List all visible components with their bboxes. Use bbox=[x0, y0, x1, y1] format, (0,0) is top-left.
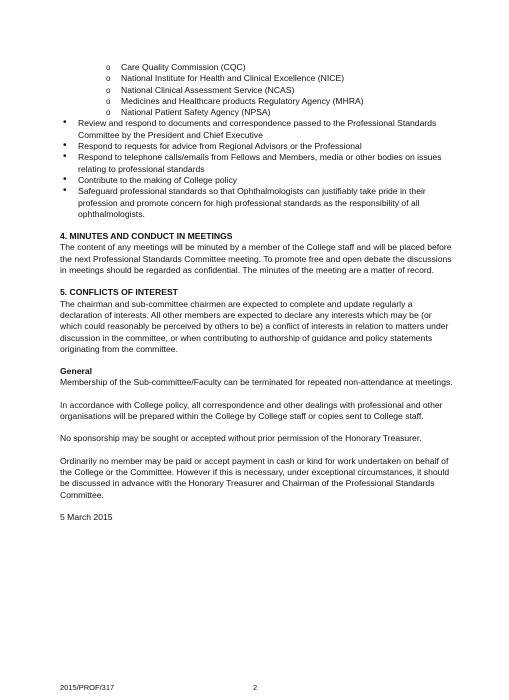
list-item: • Review and respond to documents and correspondence passed to the Professional Standards Committee by the President and Chief Executive bbox=[63, 117, 437, 140]
general-paragraph: In accordance with College policy, all correspondence and other dealings with professional and other organisations will be prepared within the College by College staff or copies sent to College staff. bbox=[60, 399, 443, 422]
general-paragraph: Ordinarily no member may be paid or accept payment in cash or kind for work undertaken on behalf of the College or the Committee. However if this is necessary, under exceptional circumstances, it should be discussed in advance with the Honorary Treasurer and Chairman of the Professional Standards Committee. bbox=[60, 455, 450, 500]
document-date: 5 March 2015 bbox=[60, 511, 113, 522]
list-item: • Safeguard professional standards so that Ophthalmologists can justifiably take pride in their profession and promote concern for high professional standards as the responsibility of all ophthalmologists. bbox=[63, 185, 426, 219]
organisation-sublist bbox=[60, 62, 455, 118]
duties-list bbox=[60, 118, 455, 220]
sublist-item: o Medicines and Healthcare products Regulatory Agency (MHRA) bbox=[106, 95, 364, 106]
list-item: • Respond to requests for advice from Regional Advisors or the Professional bbox=[63, 140, 362, 152]
section-4-text: The content of any meetings will be minuted by a member of the College staff and will be placed before the next Professional Standards Committee meeting. To promote free and open debate the discussions in meetings should be regarded as confidential. The minutes of the meeting are a matter of record. bbox=[60, 242, 452, 276]
bullet-icon: • bbox=[63, 185, 67, 197]
section-4-heading: 4. MINUTES AND CONDUCT IN MEETINGS bbox=[60, 231, 233, 242]
general-paragraph: Membership of the Sub-committee/Faculty can be terminated for repeated non-attendance at meetings. bbox=[60, 377, 453, 388]
section-5-text: The chairman and sub-committee chairmen are expected to complete and update regularly a declaration of interests. All other members are expected to declare any interests which may be (or which could reasonably be perceived by others to be) a conflict of interests in relation to matters under discussion in the committee, or when contributing to authorship of guidance and policy statements originating from the committee. bbox=[60, 298, 449, 354]
general-paragraph: No sponsorship may be sought or accepted without prior permission of the Honorary Treasurer. bbox=[60, 433, 422, 444]
bullet-icon: • bbox=[63, 173, 67, 185]
circle-bullet-icon: o bbox=[106, 108, 111, 118]
circle-bullet-icon: o bbox=[106, 85, 111, 95]
sublist-item: o National Institute for Health and Clinical Excellence (NICE) bbox=[106, 73, 345, 84]
sublist-item: o Care Quality Commission (CQC) bbox=[106, 62, 246, 72]
bullet-icon: • bbox=[63, 117, 67, 129]
bullet-icon: • bbox=[63, 140, 67, 152]
circle-bullet-icon: o bbox=[106, 74, 111, 84]
page-content bbox=[60, 62, 455, 523]
sublist-item: o National Patient Safety Agency (NPSA) bbox=[106, 107, 271, 118]
general-heading: General bbox=[60, 366, 93, 377]
sublist-item: o National Clinical Assessment Service (NCAS) bbox=[106, 84, 295, 95]
circle-bullet-icon: o bbox=[106, 96, 111, 106]
circle-bullet-icon: o bbox=[106, 63, 111, 72]
list-item: • Respond to telephone calls/emails from Fellows and Members, media or other bodies on issues relating to professional standards bbox=[63, 151, 442, 174]
page-number: 2 bbox=[253, 683, 258, 692]
section-5-heading: 5. CONFLICTS OF INTEREST bbox=[60, 287, 178, 298]
list-item: • Contribute to the making of College policy bbox=[63, 173, 238, 185]
document-reference: 2015/PROF/317 bbox=[60, 683, 115, 692]
bullet-icon: • bbox=[63, 151, 67, 163]
